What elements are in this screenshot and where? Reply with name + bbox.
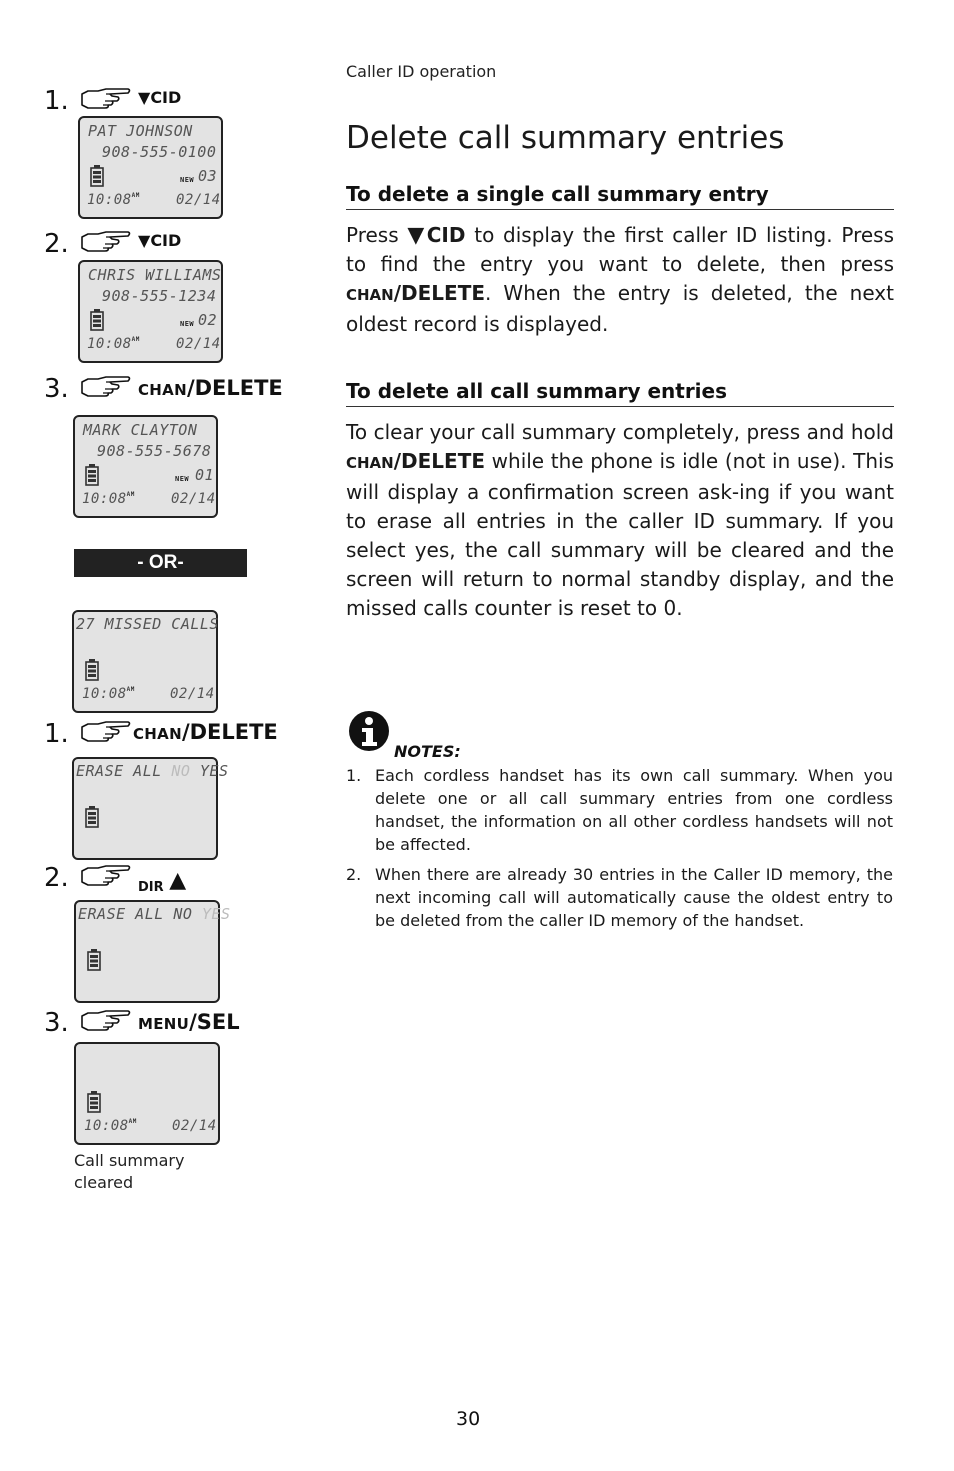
page-number: 30 <box>456 1408 481 1430</box>
step-number: 1. <box>44 719 69 749</box>
section-heading-single: To delete a single call summary entry <box>346 182 894 210</box>
key-label: /DELETE <box>181 720 278 744</box>
key-label: CID <box>150 88 182 107</box>
key-delete: /DELETE <box>393 449 486 473</box>
lcd-new-label: NEW <box>180 320 195 328</box>
lcd-time: $10:08^{AM}$ <box>87 336 140 352</box>
lcd-screen <box>72 757 229 860</box>
lcd-option-yes: YES <box>201 905 231 923</box>
step-number: 2. <box>44 229 69 259</box>
section-body-single <box>346 221 894 339</box>
lcd-caller-name: PAT JOHNSON <box>88 122 193 140</box>
lcd-new-count: 03 <box>198 167 218 185</box>
key-cid: CID <box>426 223 466 247</box>
key-label-small: MENU <box>138 1015 190 1033</box>
key-label-small: CHAN <box>133 725 182 743</box>
key-delete: /DELETE <box>393 281 486 305</box>
text-rest: while the phone is idle (not in use). This will display a confirmation screen ask-ing if you want to erase all entries in the caller ID summary. If you select yes, the call summary will be cleared and the screen will return to normal standby display, and the missed calls counter is reset to 0. <box>346 449 894 620</box>
lcd-screen-idle <box>72 610 218 713</box>
key-label: /DELETE <box>186 376 283 400</box>
section-body-all <box>346 418 894 623</box>
notes-label: NOTES: <box>394 742 461 761</box>
step-key <box>138 868 187 898</box>
battery-icon <box>85 659 99 681</box>
step-number: 3. <box>44 374 69 404</box>
text-start: To clear your call summary completely, press and hold <box>346 420 894 444</box>
step-key <box>133 722 278 744</box>
key-label-small: DIR <box>138 880 164 895</box>
lcd-date: 02/14 <box>176 192 221 208</box>
step-key <box>138 88 181 108</box>
key-chan: CHAN <box>346 454 394 472</box>
pointing-hand-icon <box>78 229 132 255</box>
section-heading-all: To delete all call summary entries <box>346 379 894 407</box>
lcd-screen <box>74 900 231 1003</box>
battery-icon <box>85 464 99 486</box>
lcd-date: 02/14 <box>170 686 215 702</box>
step-key <box>138 1012 240 1034</box>
down-triangle-icon: ▼ <box>138 231 151 250</box>
lcd-new-count: 01 <box>195 466 215 484</box>
screen-caption: Call summary cleared <box>74 1151 185 1192</box>
lcd-option-no: NO <box>173 905 193 923</box>
pointing-hand-icon <box>78 863 132 889</box>
lcd-date: 02/14 <box>171 491 216 507</box>
lcd-option-no: NO <box>171 762 191 780</box>
lcd-caller-name: MARK CLAYTON <box>83 421 198 439</box>
note-number: 1. <box>346 766 362 785</box>
lcd-screen-cleared <box>74 1042 220 1145</box>
note-number: 2. <box>346 865 362 884</box>
running-head: Caller ID operation <box>346 62 497 81</box>
lcd-new-label: NEW <box>175 475 190 483</box>
pointing-hand-icon <box>78 86 132 112</box>
battery-icon <box>90 309 104 331</box>
text-rest-1: to display the first caller ID listing. Press to find the entry you want to delete, then press <box>346 223 895 276</box>
lcd-time: $10:08^{AM}$ <box>82 491 135 507</box>
key-label: CID <box>150 231 182 250</box>
battery-icon <box>87 1091 101 1113</box>
lcd-screen <box>73 415 218 518</box>
page-title: Delete call summary entries <box>346 120 785 156</box>
or-separator: - OR- <box>74 549 247 577</box>
battery-icon <box>90 165 104 187</box>
key-label-small: CHAN <box>138 381 187 399</box>
battery-icon <box>87 949 101 971</box>
down-triangle-icon: ▼ <box>138 88 151 107</box>
lcd-screen <box>78 260 223 363</box>
lcd-new-label: NEW <box>180 176 195 184</box>
pointing-hand-icon <box>78 719 132 745</box>
step-number: 1. <box>44 86 69 116</box>
lcd-erase-prompt: ERASE ALL NO YES <box>78 905 231 923</box>
step-key <box>138 231 181 251</box>
lcd-erase-prompt: ERASE ALL NO YES <box>76 762 229 780</box>
lcd-caller-number: 908-555-1234 <box>102 287 217 305</box>
info-icon <box>348 710 390 752</box>
step-number: 3. <box>44 1008 69 1038</box>
pointing-hand-icon <box>78 374 132 400</box>
lcd-date: 02/14 <box>176 336 221 352</box>
lcd-time: $10:08^{AM}$ <box>82 686 135 702</box>
step-number: 2. <box>44 863 69 893</box>
note-item: When there are already 30 entries in the Caller ID memory, the next incoming call will automatically cause the oldest entry to be deleted from the caller ID memory of the handset. <box>375 865 893 930</box>
lcd-new-count: 02 <box>198 311 218 329</box>
lcd-missed-calls: 27 MISSED CALLS <box>76 615 219 633</box>
key-chan: CHAN <box>346 286 394 304</box>
lcd-screen <box>78 116 223 219</box>
down-triangle-icon: ▼ <box>407 223 427 248</box>
lcd-time: $10:08^{AM}$ <box>87 192 140 208</box>
text-rest-2: . When the entry is deleted, the next oldest record is displayed. <box>346 281 894 336</box>
lcd-caller-number: 908-555-5678 <box>97 442 212 460</box>
lcd-time: $10:08^{AM}$ <box>84 1118 137 1134</box>
lcd-caller-name: CHRIS WILLIAMS <box>88 266 222 284</box>
text-press: Press <box>346 223 399 247</box>
pointing-hand-icon <box>78 1008 132 1034</box>
lcd-option-yes: YES <box>199 762 229 780</box>
step-key <box>138 378 283 400</box>
key-label: /SEL <box>189 1010 240 1034</box>
battery-icon <box>85 806 99 828</box>
lcd-date: 02/14 <box>172 1118 217 1134</box>
lcd-caller-number: 908-555-0100 <box>102 143 217 161</box>
note-item: Each cordless handset has its own call summary. When you delete one or all call summary entries from one cordless handset, the information on all other cordless handsets will not be affected. <box>375 766 893 854</box>
up-triangle-icon: ▲ <box>169 868 187 893</box>
